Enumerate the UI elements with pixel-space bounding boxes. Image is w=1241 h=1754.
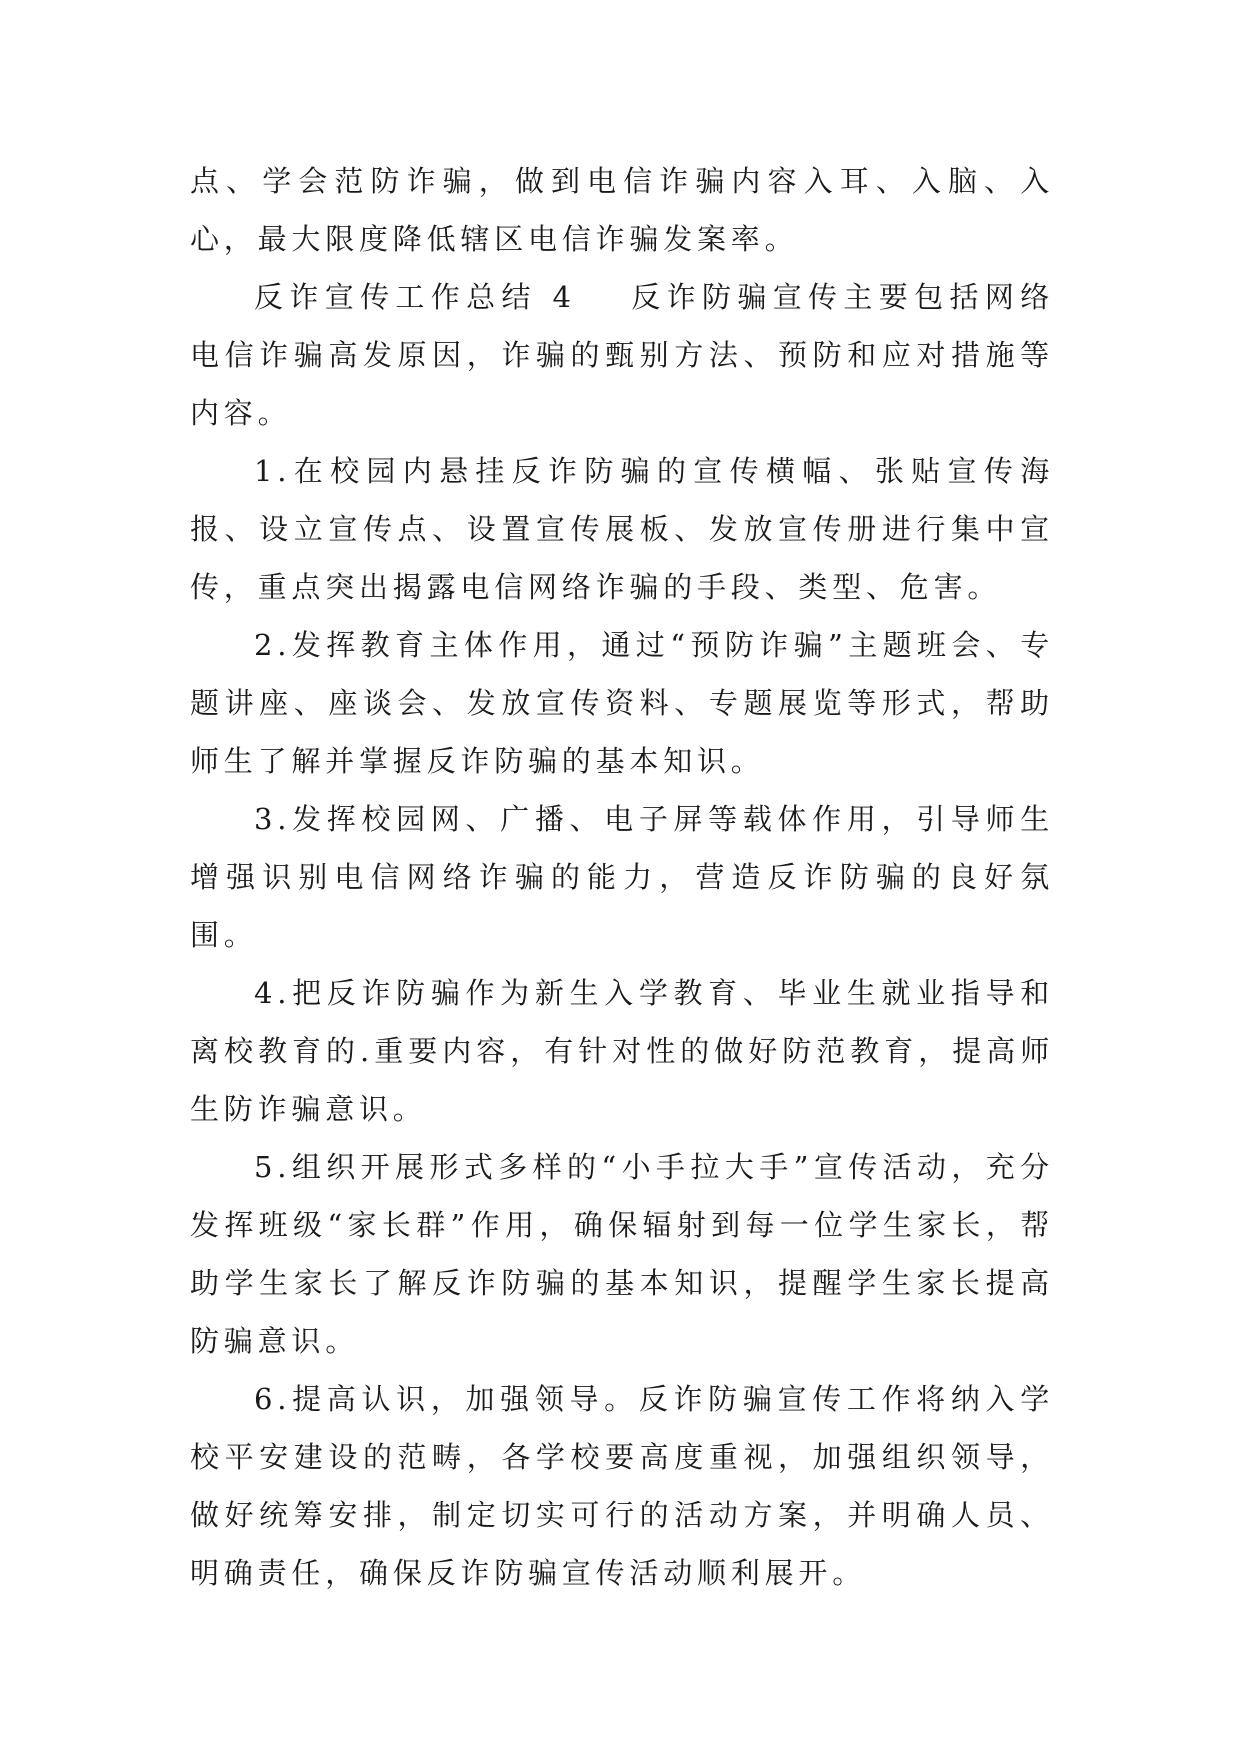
list-item-5: 5.组织开展形式多样的“小手拉大手”宣传活动，充分发挥班级“家长群”作用，确保辐射到每一位学生家长，帮助学生家长了解反诈防骗的基本知识，提醒学生家长提高防骗意识。 <box>190 1150 1054 1358</box>
list-item-1: 1.在校园内悬挂反诈防骗的宣传横幅、张贴宣传海报、设立宣传点、设置宣传展板、发放宣传册进行集中宣传，重点突出揭露电信网络诈骗的手段、类型、危害。 <box>190 454 1054 604</box>
continuation-paragraph: 点、学会范防诈骗，做到电信诈骗内容入耳、入脑、入心，最大限度降低辖区电信诈骗发案率。 <box>190 164 1054 256</box>
section-heading-paragraph <box>190 268 1054 442</box>
list-item-6: 6.提高认识，加强领导。反诈防骗宣传工作将纳入学校平安建设的范畴，各学校要高度重视，加强组织领导，做好统筹安排，制定切实可行的活动方案，并明确人员、明确责任，确保反诈防骗宣传活动顺利展开。 <box>190 1382 1054 1590</box>
section-title: 反诈宣传工作总结 4 <box>254 280 576 314</box>
list-item-4: 4.把反诈防骗作为新生入学教育、毕业生就业指导和离校教育的.重要内容，有针对性的做好防范教育，提高师生防诈骗意识。 <box>190 976 1054 1126</box>
section-intro: 反诈防骗宣传主要包括网络电信诈骗高发原因，诈骗的甄别方法、预防和应对措施等内容。 <box>190 280 1054 430</box>
document-page <box>190 152 1054 1602</box>
list-item-3: 3.发挥校园网、广播、电子屏等载体作用，引导师生增强识别电信网络诈骗的能力，营造反诈防骗的良好氛围。 <box>190 802 1054 952</box>
list-item-2: 2.发挥教育主体作用，通过“预防诈骗”主题班会、专题讲座、座谈会、发放宣传资料、专题展览等形式，帮助师生了解并掌握反诈防骗的基本知识。 <box>190 628 1054 778</box>
